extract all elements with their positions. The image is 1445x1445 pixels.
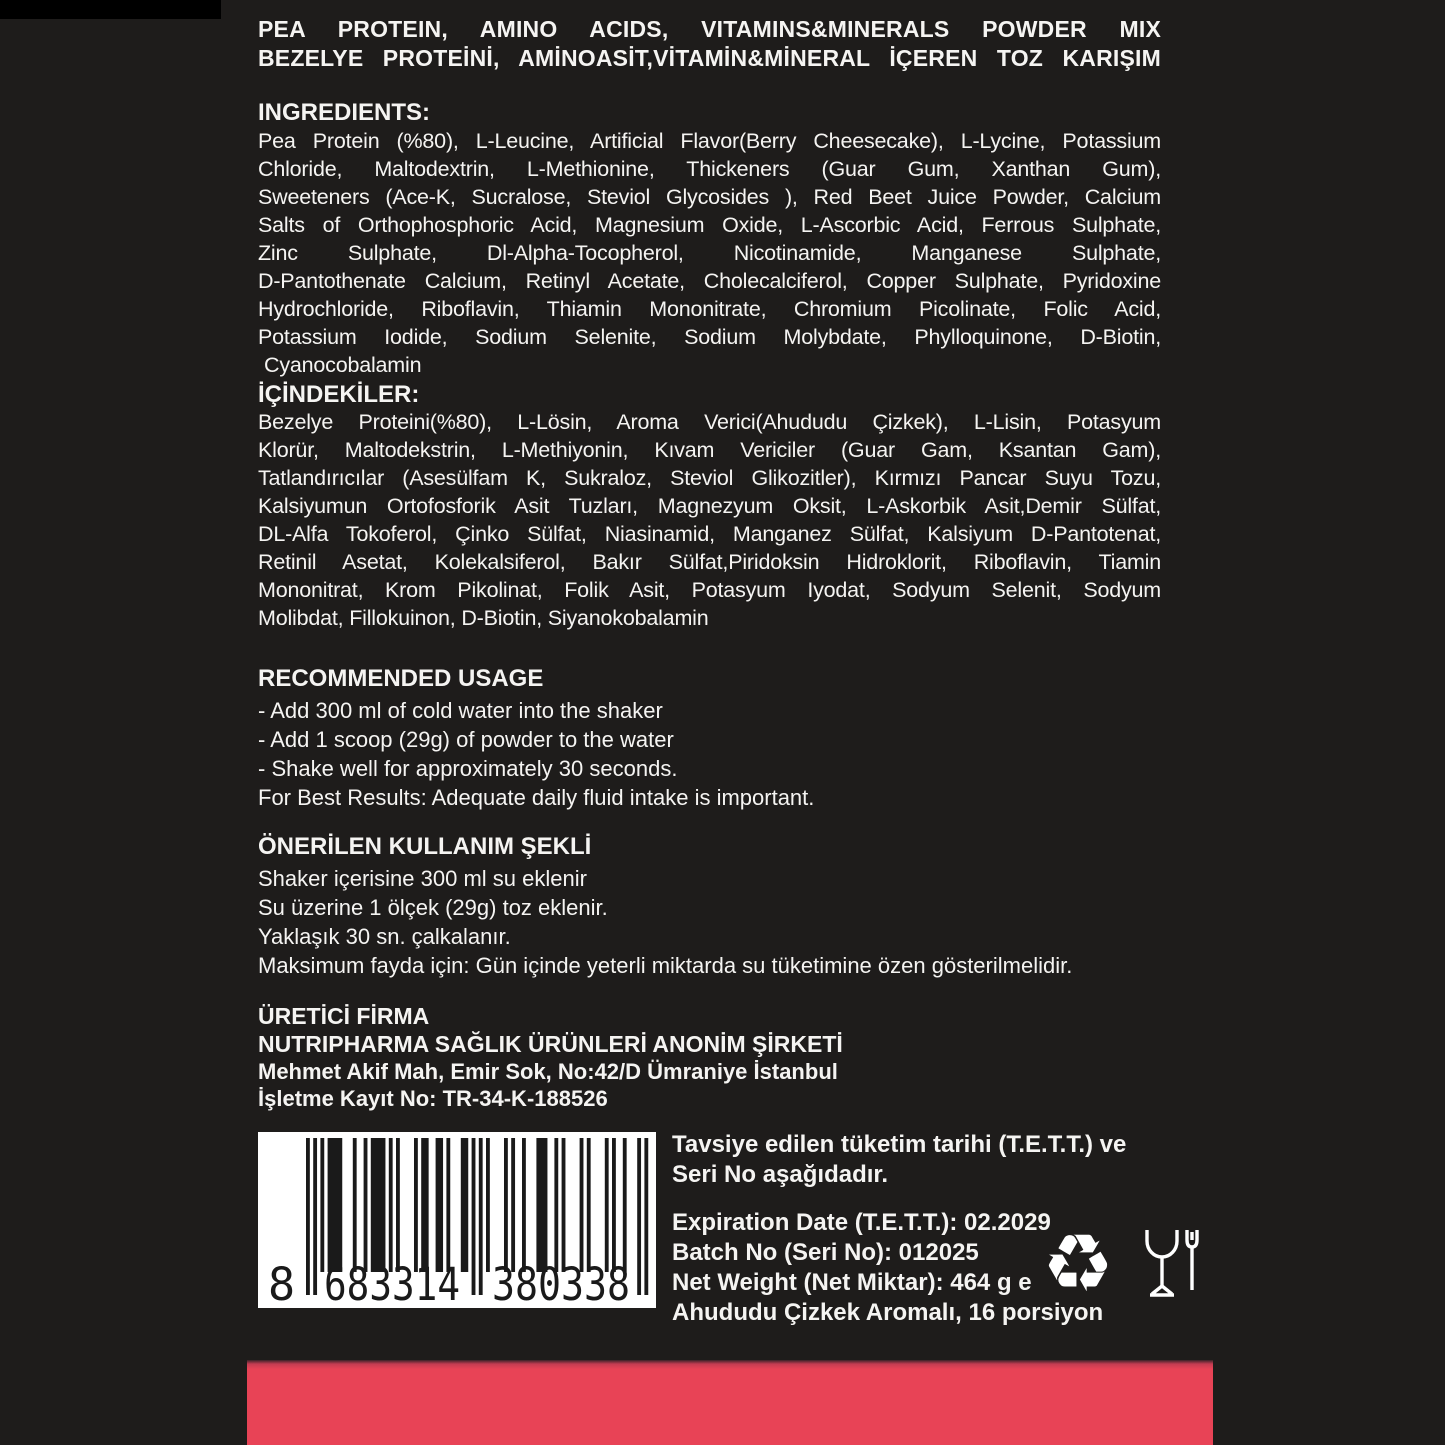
tett-note	[672, 1130, 1142, 1190]
wine-glass-bowl	[1147, 1230, 1177, 1257]
icindekiler-line: Bezelye Proteini(%80), L-Lösin, Aroma Verici(Ahududu Çizkek), L-Lisin, Potasyum	[258, 410, 1161, 434]
onerilen-kullanim-list	[258, 864, 1161, 980]
ingredients-heading: INGREDIENTS:	[258, 99, 431, 126]
ingredients-line: Zinc Sulphate, Dl-Alpha-Tocopherol, Nicotinamide, Manganese Sulphate,	[258, 241, 1161, 265]
usage-line-tr: Maksimum fayda için: Gün içinde yeterli miktarda su tüketimine özen gösterilmelidir.	[258, 953, 1073, 978]
ingredients-line: Hydrochloride, Riboflavin, Thiamin Mononitrate, Chromium Picolinate, Folic Acid,	[258, 297, 1161, 321]
icindekiler-line: Kalsiyumun Ortofosforik Asit Tuzları, Magnezyum Oksit, L-Askorbik Asit,Demir Sülfat,	[258, 494, 1161, 518]
icindekiler-line: Molibdat, Fillokuinon, D-Biotin, Siyanokobalamin	[258, 606, 709, 630]
fork-tines	[1187, 1230, 1197, 1247]
barcode-digits-left: 683314	[324, 1258, 460, 1308]
recycle-icon: ♻	[1042, 1219, 1114, 1308]
barcode	[258, 1132, 656, 1308]
icindekiler-line: Mononitrat, Krom Pikolinat, Folik Asit, Potasyum Iyodat, Sodyum Selenit, Sodyum	[258, 578, 1161, 602]
icindekiler-line: DL-Alfa Tokoferol, Çinko Sülfat, Niasinamid, Manganez Sülfat, Kalsiyum D-Pantotenat,	[258, 522, 1161, 546]
ingredients-line: Potassium Iodide, Sodium Selenite, Sodium Molybdate, Phylloquinone, D-Biotin,	[258, 325, 1161, 349]
ingredients-line: D-Pantothenate Calcium, Retinyl Acetate, Cholecalciferol, Copper Sulphate, Pyridoxine	[258, 269, 1161, 293]
flavor-portions: Ahududu Çizkek Aromalı, 16 porsiyon	[672, 1299, 1104, 1326]
batch-no: Batch No (Seri No): 012025	[672, 1239, 979, 1266]
ingredients-line: Cyanocobalamin	[264, 353, 422, 377]
usage-line: - Shake well for approximately 30 seconds.	[258, 756, 678, 781]
accent-band	[247, 1360, 1213, 1445]
icindekiler-paragraph	[258, 408, 1161, 632]
barcode-digit-first: 8	[268, 1258, 296, 1308]
product-title	[258, 15, 1161, 73]
food-contact-safe-icon	[1140, 1228, 1202, 1305]
barcode-digits-right: 380338	[492, 1258, 630, 1308]
icindekiler-line: Retinil Asetat, Kolekalsiferol, Bakır Sülfat,Piridoksin Hidroklorit, Riboflavin, Tiamin	[258, 550, 1161, 574]
manufacturer-company: NUTRIPHARMA SAĞLIK ÜRÜNLERİ ANONİM ŞİRKETİ	[258, 1031, 843, 1057]
product-title-line1: PEA PROTEIN, AMINO ACIDS, VITAMINS&MINERALS POWDER MIX	[258, 16, 1161, 42]
product-title-line2: BEZELYE PROTEİNİ, AMİNOASİT,VİTAMİN&MİNERAL İÇEREN TOZ KARIŞIM	[258, 45, 1161, 71]
usage-line: For Best Results: Adequate daily fluid intake is important.	[258, 785, 815, 810]
expiration-date: Expiration Date (T.E.T.T.): 02.2029	[672, 1209, 1051, 1236]
net-weight: Net Weight (Net Miktar): 464 g e	[672, 1269, 1032, 1296]
ingredients-line: Sweeteners (Ace-K, Sucralose, Steviol Glycosides ), Red Beet Juice Powder, Calcium	[258, 185, 1161, 209]
top-black-bar	[0, 0, 221, 19]
usage-line-tr: Su üzerine 1 ölçek (29g) toz eklenir.	[258, 895, 608, 920]
icindekiler-line: Tatlandırıcılar (Asesülfam K, Sukraloz, Steviol Glikozitler), Kırmızı Pancar Suyu Tozu,	[258, 466, 1161, 490]
tett-note-line2: Seri No aşağıdadır.	[672, 1161, 889, 1188]
manufacturer-registration: İşletme Kayıt No: TR-34-K-188526	[258, 1086, 608, 1111]
recommended-usage-list	[258, 696, 1161, 812]
ingredients-line: Pea Protein (%80), L-Leucine, Artificial Flavor(Berry Cheesecake), L-Lycine, Potassium	[258, 129, 1161, 153]
manufacturer-address: Mehmet Akif Mah, Emir Sok, No:42/D Ümraniye İstanbul	[258, 1059, 838, 1084]
icindekiler-heading: İÇİNDEKİLER:	[258, 381, 420, 408]
usage-line: - Add 1 scoop (29g) of powder to the water	[258, 727, 674, 752]
icindekiler-line: Klorür, Maltodekstrin, L-Methiyonin, Kıvam Vericiler (Guar Gam, Ksantan Gam),	[258, 438, 1161, 462]
usage-line-tr: Yaklaşık 30 sn. çalkalanır.	[258, 924, 511, 949]
usage-line-tr: Shaker içerisine 300 ml su eklenir	[258, 866, 587, 891]
manufacturer-heading: ÜRETİCİ FİRMA	[258, 1003, 430, 1029]
onerilen-kullanim-heading: ÖNERİLEN KULLANIM ŞEKLİ	[258, 833, 592, 860]
ingredients-line: Salts of Orthophosphoric Acid, Magnesium Oxide, L-Ascorbic Acid, Ferrous Sulphate,	[258, 213, 1161, 237]
ingredients-paragraph	[258, 127, 1161, 379]
manufacturer-block	[258, 1002, 1161, 1112]
wine-glass-base	[1150, 1286, 1174, 1295]
ingredients-line: Chloride, Maltodextrin, L-Methionine, Thickeners (Guar Gum, Xanthan Gum),	[258, 157, 1161, 181]
recommended-usage-heading: RECOMMENDED USAGE	[258, 665, 544, 692]
tett-note-line1: Tavsiye edilen tüketim tarihi (T.E.T.T.) ve	[672, 1131, 1127, 1158]
usage-line: - Add 300 ml of cold water into the shaker	[258, 698, 663, 723]
